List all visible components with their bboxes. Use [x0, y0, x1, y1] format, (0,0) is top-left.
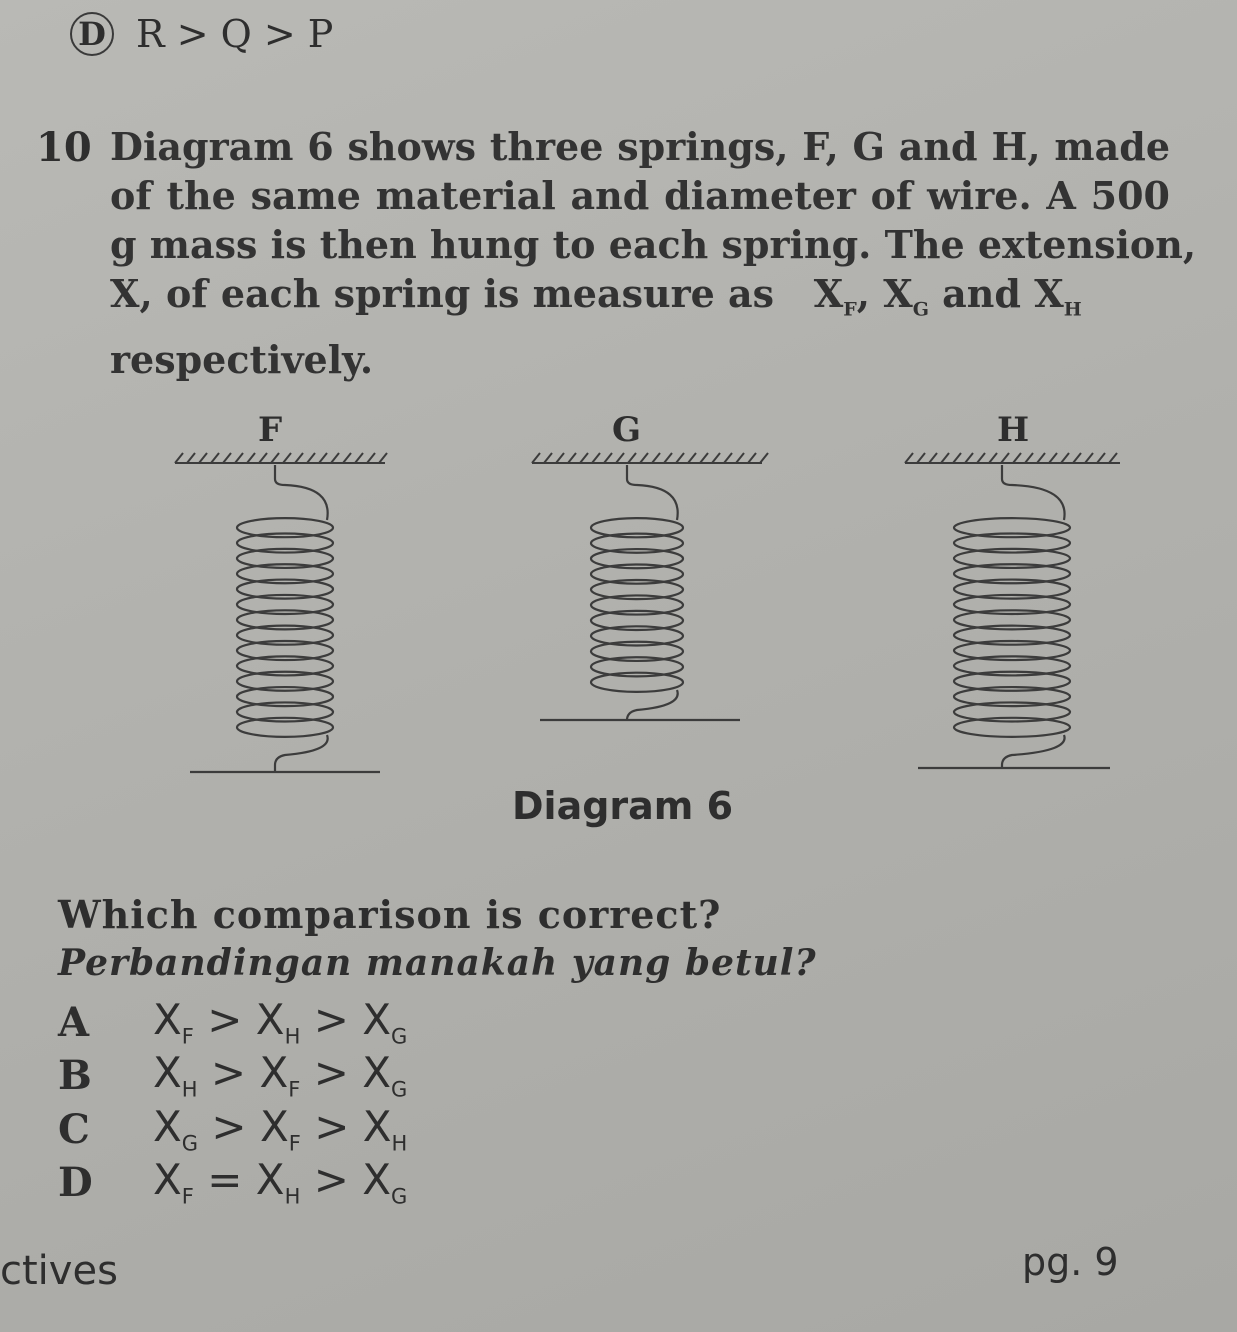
extension-term: $X_F$ — [153, 1155, 194, 1209]
extension-term: $X_G$ — [362, 995, 408, 1049]
question-line-5: respectively. — [110, 336, 374, 382]
previous-option-letter: D — [70, 12, 114, 56]
prompt-english: Which comparison is correct? — [58, 892, 722, 937]
comparison-operator: > — [300, 1048, 363, 1098]
spring-label-h: H — [997, 410, 1030, 450]
option-a-expression — [153, 995, 407, 1048]
extension-term: $X_G$ — [362, 1155, 408, 1209]
question-line-2: of the same material and diameter of wire. A 500 — [110, 173, 1170, 218]
comparison-operator: > — [300, 995, 363, 1045]
option-d-expression — [153, 1155, 407, 1208]
comparison-operator: > — [198, 1102, 260, 1152]
option-b[interactable] — [58, 1050, 407, 1100]
diagram-caption: Diagram 6 — [512, 784, 734, 828]
extension-term: $X_G$ — [362, 1048, 408, 1102]
extension-term: $X_F$ — [153, 995, 194, 1049]
extension-term: $X_H$ — [153, 1048, 198, 1102]
comparison-operator: = — [193, 1155, 256, 1205]
question-line-1: Diagram 6 shows three springs, F, G and H, made — [110, 124, 1170, 169]
comparison-operator: > — [300, 1155, 363, 1205]
option-d[interactable] — [58, 1157, 407, 1207]
extension-term: $X_F$ — [259, 1048, 301, 1102]
question-line-4-text: X, of each spring is measure as — [110, 271, 775, 316]
previous-option-text: R > Q > P — [136, 12, 334, 56]
footer-left-text: ctives — [0, 1248, 118, 1294]
option-c-letter: C — [58, 1105, 90, 1153]
spring-label-g: G — [612, 410, 642, 450]
xg-term: $X_G$ — [883, 271, 929, 321]
extension-term: $X_F$ — [259, 1102, 301, 1156]
option-d-letter: D — [58, 1158, 93, 1206]
spring-f — [190, 465, 380, 772]
page-number: pg. 9 — [1022, 1240, 1119, 1284]
prompt-malay: Perbandingan manakah yang betul? — [58, 942, 817, 984]
option-a[interactable] — [58, 997, 407, 1047]
extension-term: $X_G$ — [153, 1102, 199, 1156]
xh-term: $X_H$ — [1034, 271, 1082, 321]
ceiling-support-g — [532, 453, 768, 463]
option-b-letter: B — [58, 1051, 92, 1099]
spring-g — [540, 465, 740, 720]
xf-term: $X_F$ — [813, 271, 857, 321]
question-number: 10 — [36, 124, 92, 171]
question-line-3: g mass is then hung to each spring. The extension, — [110, 222, 1197, 267]
extension-term: $X_H$ — [255, 1155, 301, 1209]
and-word: and — [942, 271, 1021, 316]
option-c[interactable] — [58, 1104, 407, 1154]
spring-label-f: F — [258, 410, 283, 450]
question-line-4: X, of each spring is measure as $X_F$, $X_G$ and $X_H$ — [110, 271, 1082, 321]
option-b-expression — [153, 1048, 407, 1101]
comparison-operator: > — [300, 1102, 363, 1152]
extension-term: $X_H$ — [362, 1102, 408, 1156]
option-c-expression — [153, 1102, 407, 1155]
ceiling-support-f — [175, 453, 387, 463]
spring-h — [918, 465, 1110, 768]
extension-term: $X_H$ — [255, 995, 301, 1049]
comparison-operator: > — [197, 1048, 260, 1098]
comparison-operator: > — [193, 995, 256, 1045]
ceiling-support-h — [905, 453, 1120, 463]
option-a-letter: A — [58, 998, 90, 1046]
